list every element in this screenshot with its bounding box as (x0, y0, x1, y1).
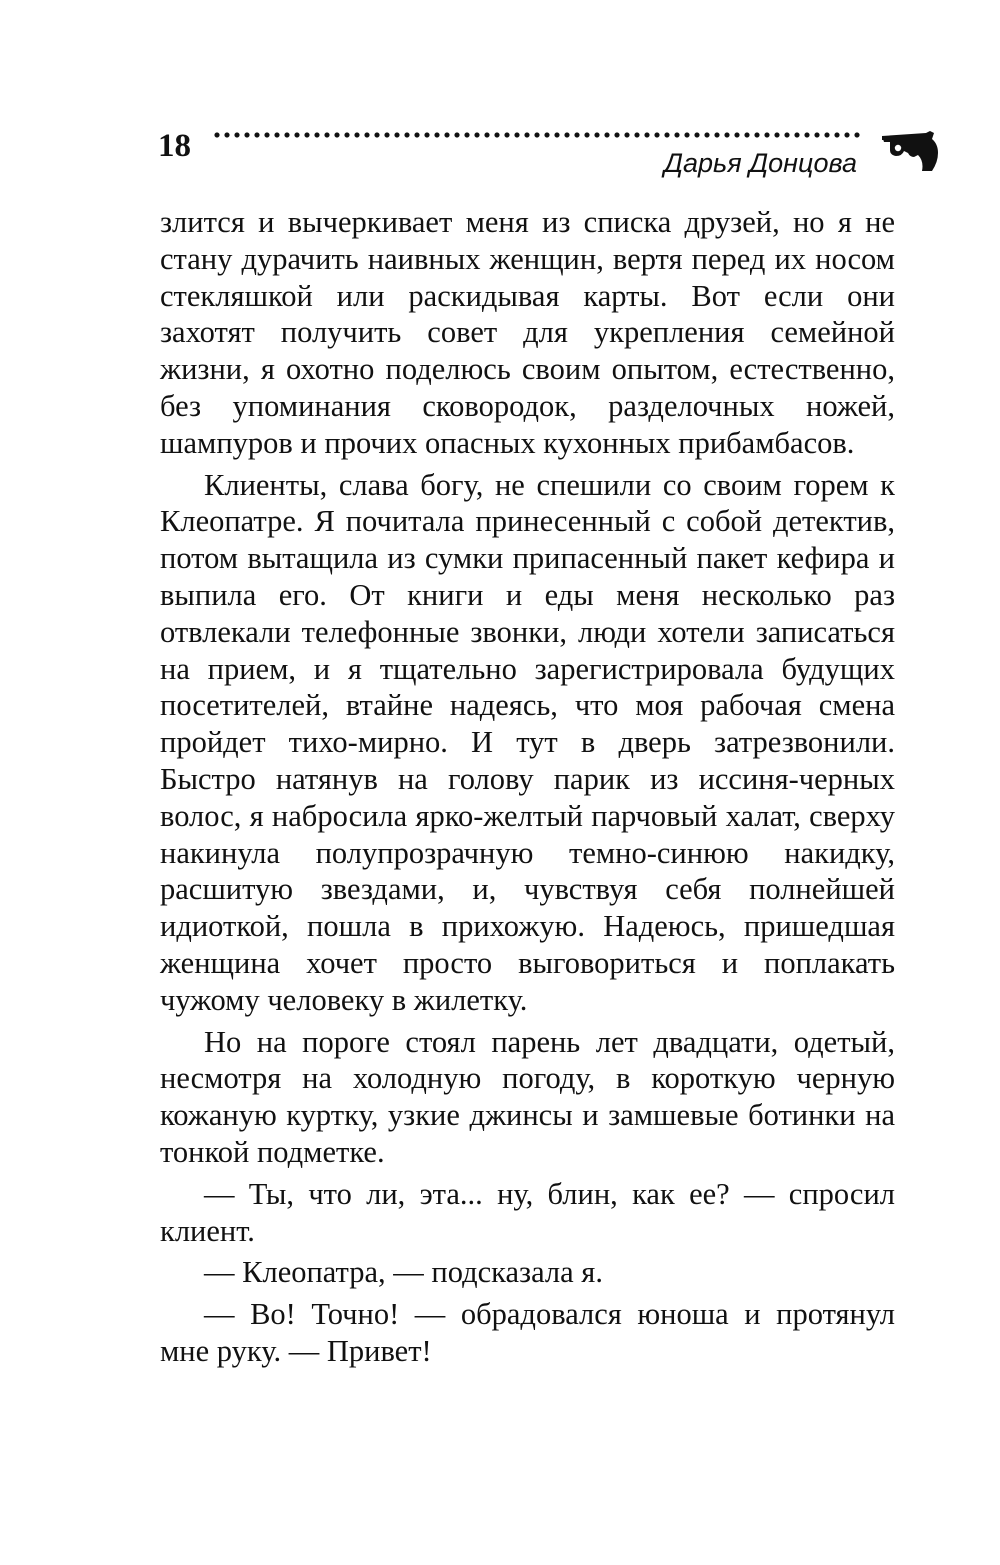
running-head-author: Дарья Донцова (663, 148, 857, 178)
paragraph: Но на пороге стоял парень лет двадцати, одетый, несмотря на холодную погоду, в короткую черную кожаную куртку, узкие джинсы и замшевые ботинки на тонкой подметке. (160, 1024, 895, 1169)
page-number: 18 (158, 128, 191, 164)
paragraph: Клиенты, слава богу, не спешили со своим горем к Клеопатре. Я почитала принесенный с собой детектив, потом вытащила из сумки припасенный пакет кефира и выпила его. От книги и еды меня несколько раз отвлекали телефонные звонки, люди хотели записаться на прием, и я тщательно зарегистрировала будущих посетителей, втайне надеясь, что моя рабочая смена пройдет тихо-мирно. И тут в дверь затрезвонили. Быстро натянув на голову парик из иссиня-черных волос, я набросила ярко-желтый парчовый халат, сверху накинула полупрозрачную темно-синюю накидку, расшитую звездами, и, чувствуя себя полнейшей идиоткой, пошла в прихожую. Надеюсь, пришедшая женщина хочет просто выговориться и поплакать чужому человеку в жилетку. (160, 467, 895, 1017)
dialogue-line: — Ты, что ли, эта... ну, блин, как ее? — спросил клиент. (160, 1176, 895, 1248)
paragraph: злится и вычеркивает меня из списка друзей, но я не стану дурачить наивных женщин, вертя перед их носом стекляшкой или раскидывая карты. Вот если они захотят получить совет для укрепления семейной жизни, я охотно поделюсь своим опытом, естественно, без упоминания сковородок, разделочных ножей, шампуров и прочих опасных кухонных прибамбасов. (160, 205, 895, 460)
body-text (160, 204, 895, 1370)
dialogue-line: — Во! Точно! — обрадовался юноша и протянул мне руку. — Привет! (160, 1297, 895, 1368)
revolver-icon (880, 127, 940, 177)
dotted-rule (212, 131, 862, 139)
dialogue-line: — Клеопатра, — подсказала я. (204, 1255, 603, 1290)
